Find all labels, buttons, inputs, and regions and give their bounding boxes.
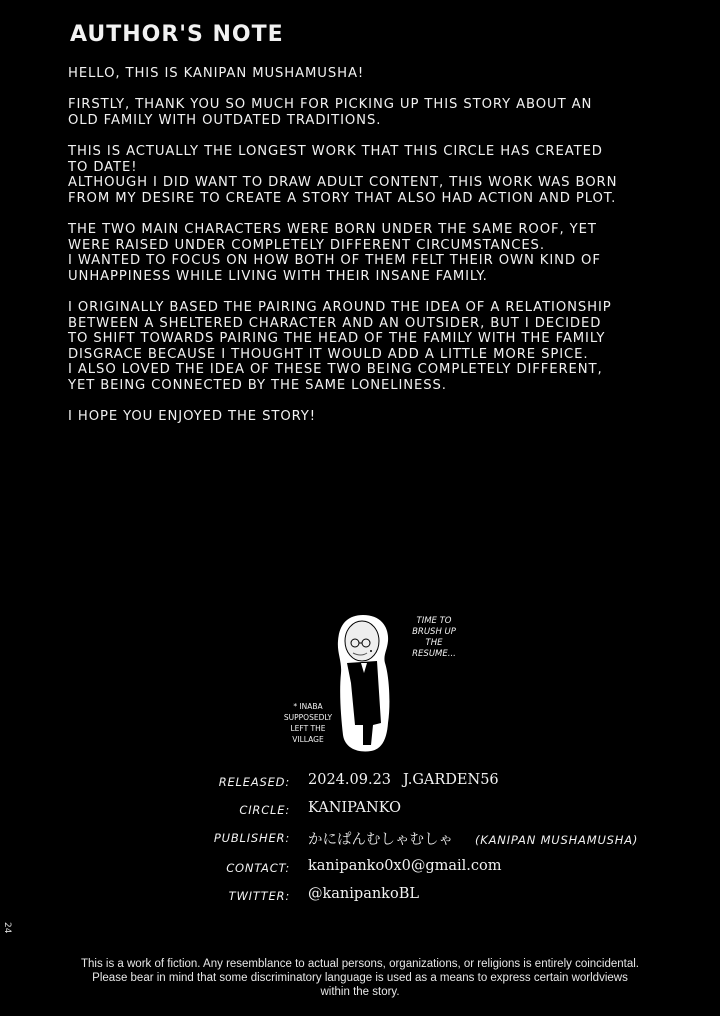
text-line: TO DATE! <box>68 159 138 175</box>
text-line: I ALSO LOVED THE IDEA OF THESE TWO BEING COMPLETELY DIFFERENT, <box>68 362 603 378</box>
paragraph-closing <box>68 409 668 425</box>
contact-label: CONTACT: <box>226 861 290 875</box>
page-title: AUTHOR'S NOTE <box>70 22 284 47</box>
text-line: ALTHOUGH I DID WANT TO DRAW ADULT CONTENT, THIS WORK WAS BORN <box>68 175 618 191</box>
text-line: FROM MY DESIRE TO CREATE A STORY THAT ALSO HAD ACTION AND PLOT. <box>68 190 617 206</box>
text-line: DISGRACE BECAUSE I THOUGHT IT WOULD ADD A LITTLE MORE SPICE. <box>68 346 589 362</box>
text-line: BETWEEN A SHELTERED CHARACTER AND AN OUTSIDER, BUT I DECIDED <box>68 315 602 331</box>
paragraph-pairing <box>68 300 668 394</box>
text-line: WERE RAISED UNDER COMPLETELY DIFFERENT CIRCUMSTANCES. <box>68 237 545 253</box>
page-number: 24 <box>2 922 12 934</box>
publisher-value: かにぱんむしゃむしゃ (KANIPAN MUSHAMUSHA) <box>308 832 639 848</box>
speech-bubble-text: TIME TO BRUSH UP THE RESUME... <box>412 616 456 659</box>
text-line: UNHAPPINESS WHILE LIVING WITH THEIR INSANE FAMILY. <box>68 268 488 284</box>
twitter-label: TWITTER: <box>228 889 290 903</box>
illustration-footnote: * INABA SUPPOSEDLY LEFT THE VILLAGE <box>283 702 333 744</box>
paragraph-longest-work <box>68 144 668 206</box>
credit-contact <box>200 858 680 878</box>
publisher-romaji: (KANIPAN MUSHAMUSHA) <box>475 833 639 847</box>
credit-publisher <box>200 828 680 848</box>
text-line: I WANTED TO FOCUS ON HOW BOTH OF THEM FELT THEIR OWN KIND OF <box>68 253 601 269</box>
paragraph-thanks <box>68 97 668 128</box>
credit-circle <box>200 800 680 820</box>
paragraph-greeting <box>68 66 668 82</box>
circle-value: KANIPANKO <box>308 800 402 816</box>
disclaimer: This is a work of fiction. Any resemblance to actual persons, organizations, or religions is entirely coincidental. Please bear in mind that some discriminatory language is used as a means to express certain worldviews within the story. <box>80 958 640 998</box>
text-line: OLD FAMILY WITH OUTDATED TRADITIONS. <box>68 112 382 128</box>
released-value: 2024.09.23 J.GARDEN56 <box>308 772 499 788</box>
author-note-body <box>68 66 668 440</box>
text-line: THE TWO MAIN CHARACTERS WERE BORN UNDER THE SAME ROOF, YET <box>68 221 597 237</box>
paragraph-characters <box>68 222 668 284</box>
publisher-label: PUBLISHER: <box>213 831 290 845</box>
released-label: RELEASED: <box>218 775 290 789</box>
text-line: HELLO, THIS IS KANIPAN MUSHAMUSHA! <box>68 66 365 81</box>
circle-label: CIRCLE: <box>239 803 290 817</box>
event-name: J.GARDEN56 <box>403 772 499 788</box>
credit-released <box>200 772 680 792</box>
text-line: I HOPE YOU ENJOYED THE STORY! <box>68 409 316 425</box>
text-line: YET BEING CONNECTED BY THE SAME LONELINESS. <box>68 377 447 393</box>
text-line: TO SHIFT TOWARDS PAIRING THE HEAD OF THE FAMILY WITH THE FAMILY <box>68 331 606 347</box>
twitter-handle: @kanipankoBL <box>308 886 419 902</box>
contact-email: kanipanko0x0@gmail.com <box>308 858 502 874</box>
text-line: THIS IS ACTUALLY THE LONGEST WORK THAT THIS CIRCLE HAS CREATED <box>68 143 603 159</box>
text-line: I ORIGINALLY BASED THE PAIRING AROUND THE IDEA OF A RELATIONSHIP <box>68 299 612 315</box>
text-line: FIRSTLY, THANK YOU SO MUCH FOR PICKING UP THIS STORY ABOUT AN <box>68 97 593 113</box>
credit-twitter <box>200 886 680 906</box>
